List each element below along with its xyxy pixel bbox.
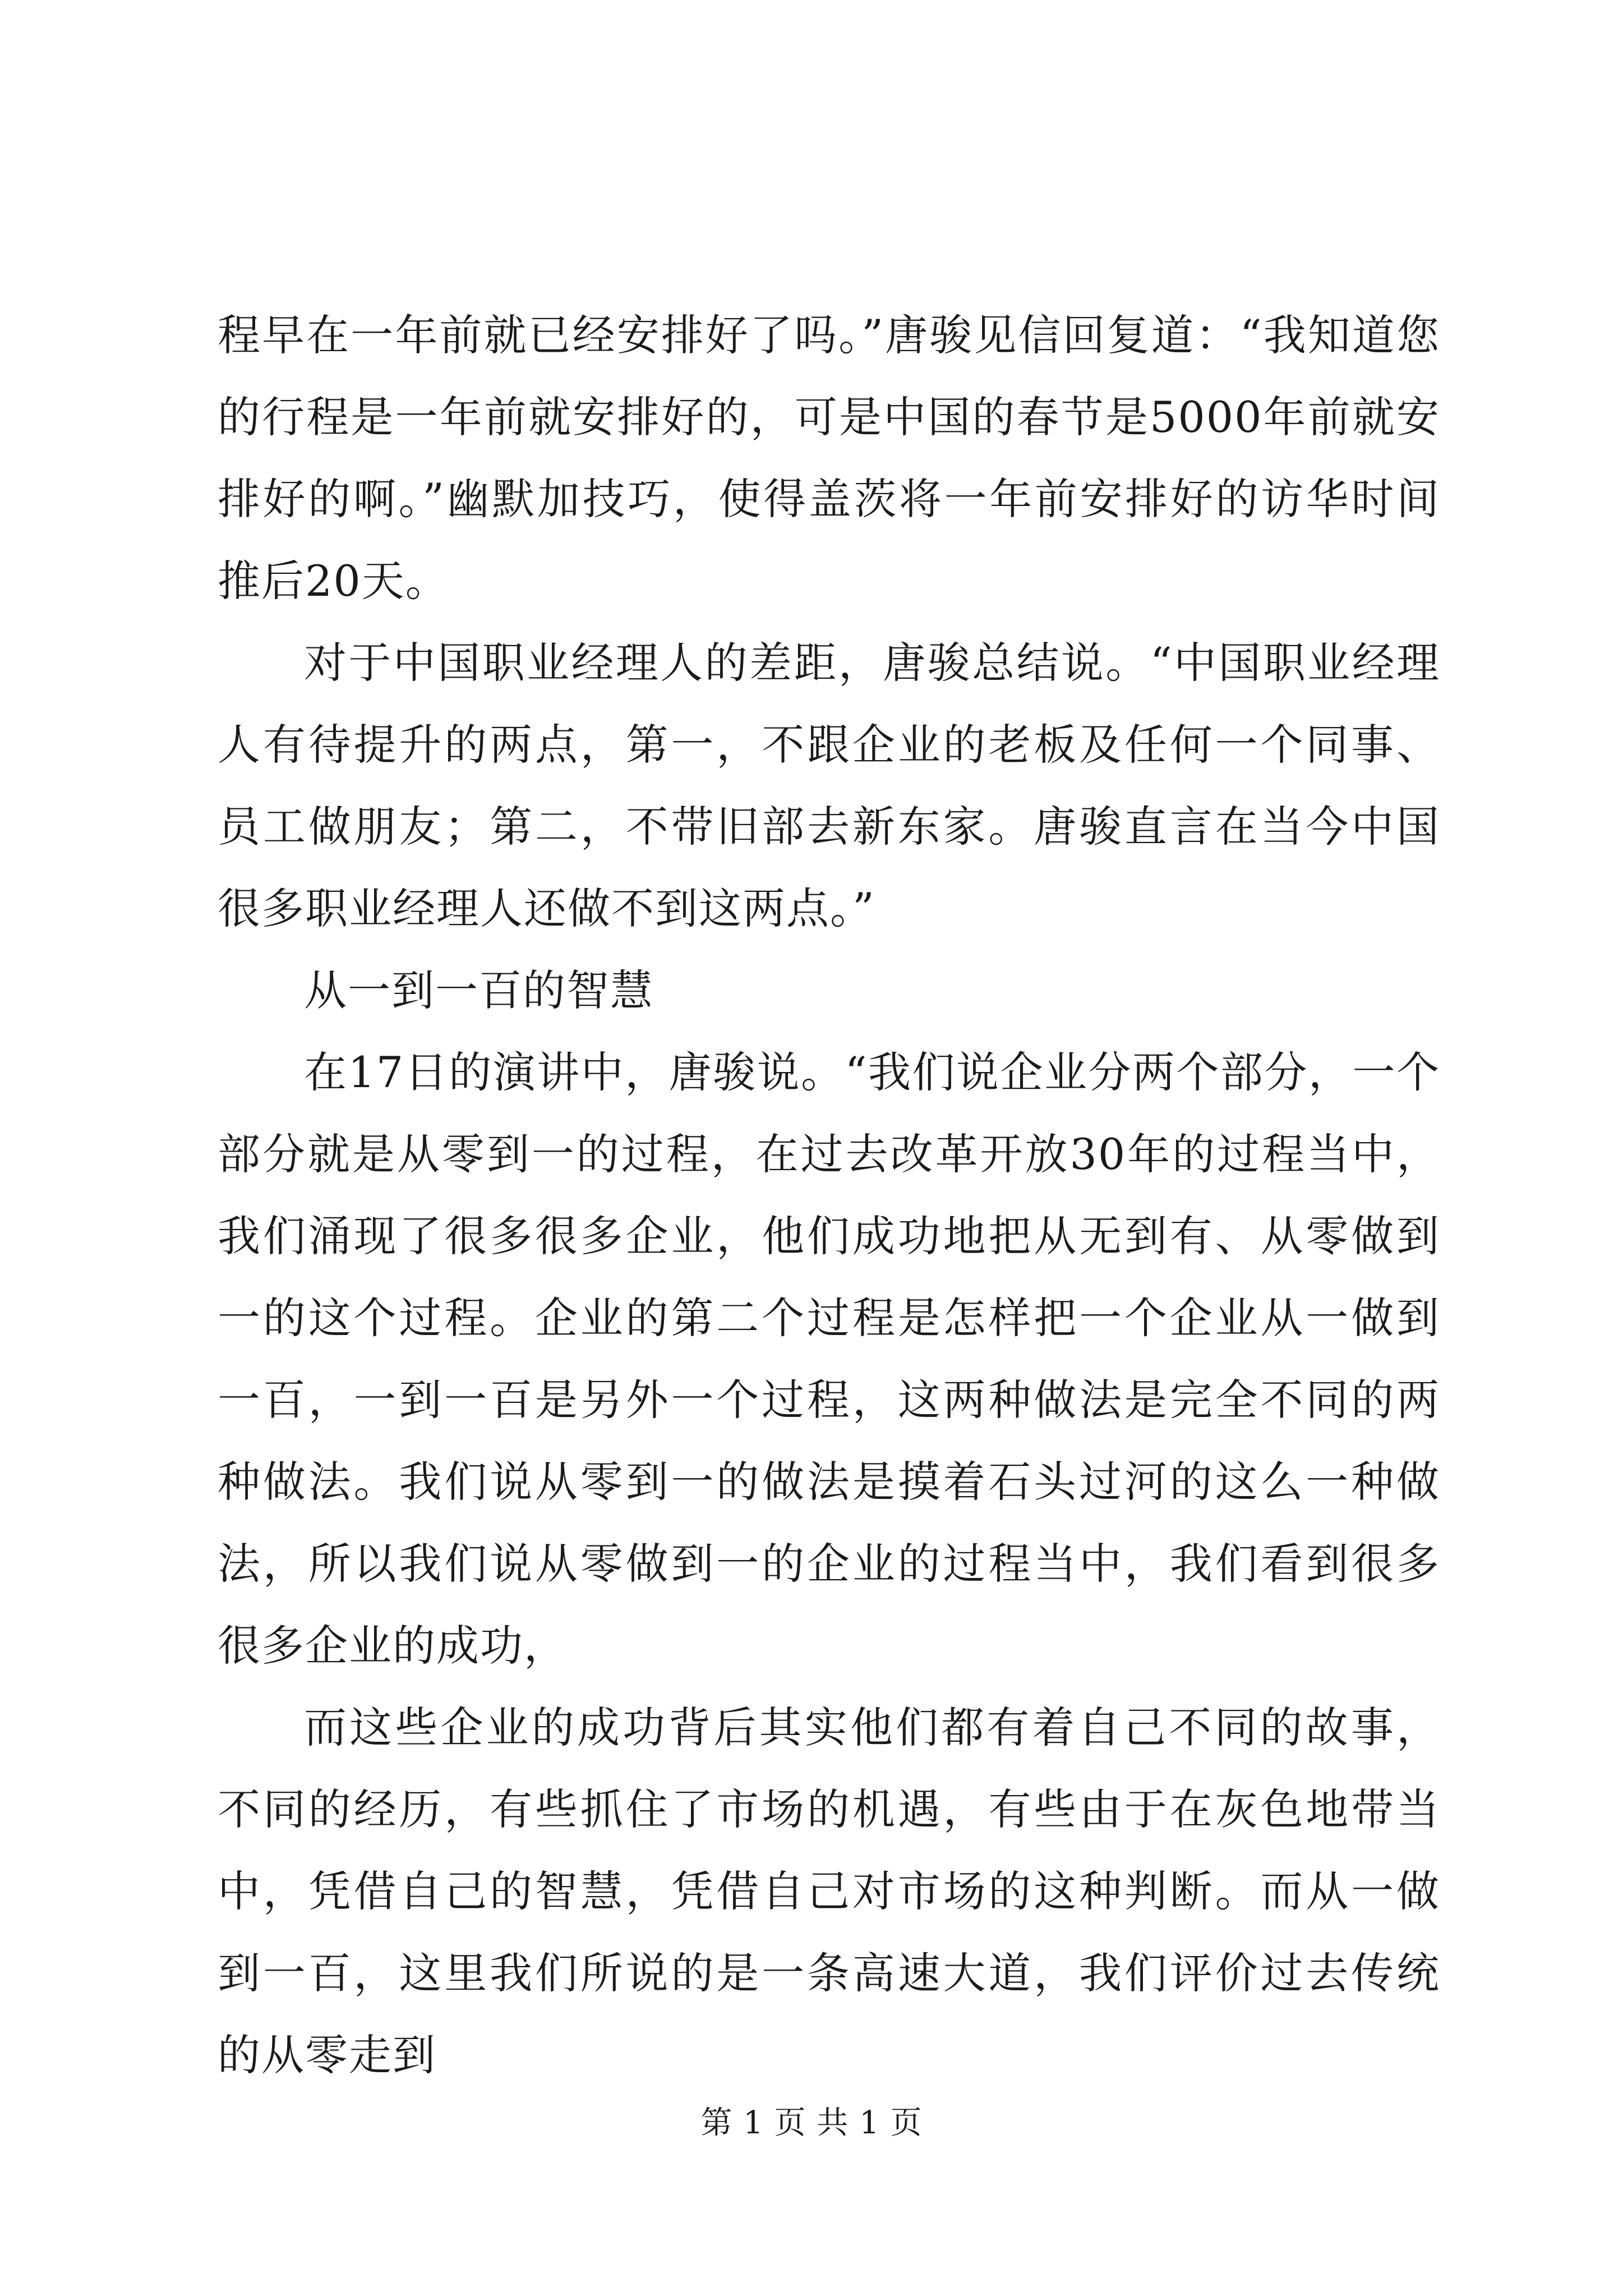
section-heading: 从一到一百的智慧	[304, 965, 654, 1015]
paragraph-2: 对于中国职业经理人的差距，唐骏总结说。“中国职业经理人有待提升的两点，第一，不跟企业的老板及任何一个同事、员工做朋友；第二，不带旧部去新东家。唐骏直言在当今中国很多职业经理人还做不到这两点。”	[218, 638, 1440, 933]
paragraph-1: 程早在一年前就已经安排好了吗。”唐骏见信回复道：“我知道您的行程是一年前就安排好的，可是中国的春节是5000年前就安排好的啊。”幽默加技巧，使得盖茨将一年前安排好的访华时间推后20天。	[218, 310, 1440, 606]
document-body	[218, 295, 1440, 2096]
paragraph-3: 在17日的演讲中，唐骏说。“我们说企业分两个部分，一个部分就是从零到一的过程，在过去改革开放30年的过程当中，我们涌现了很多很多企业，他们成功地把从无到有、从零做到一的这个过程。企业的第二个过程是怎样把一个企业从一做到一百，一到一百是另外一个过程，这两种做法是完全不同的两种做法。我们说从零到一的做法是摸着石头过河的这么一种做法，所以我们说从零做到一的企业的过程当中，我们看到很多很多企业的成功，	[218, 1047, 1440, 1671]
paragraph-4: 而这些企业的成功背后其实他们都有着自己不同的故事，不同的经历，有些抓住了市场的机遇，有些由于在灰色地带当中，凭借自己的智慧，凭借自己对市场的这种判断。而从一做到一百，这里我们所说的是一条高速大道，我们评价过去传统的从零走到	[218, 1703, 1440, 2080]
page-footer: 第 1 页 共 1 页	[700, 2105, 923, 2141]
